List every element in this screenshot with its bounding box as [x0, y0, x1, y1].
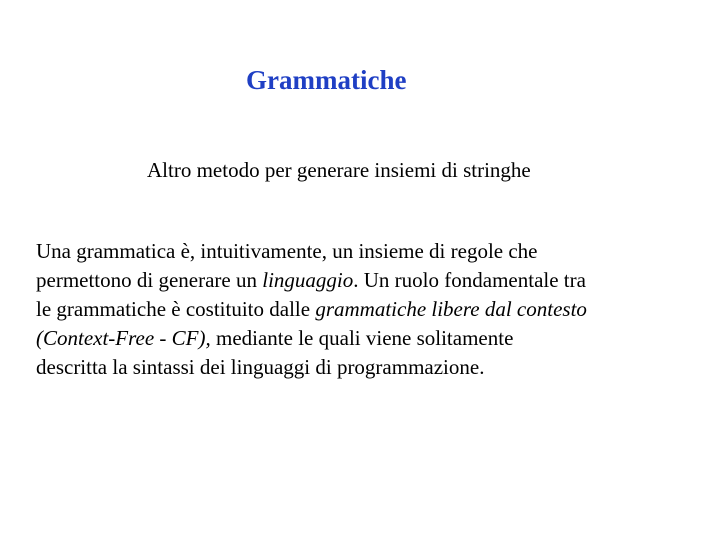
body-line-4 [36, 324, 686, 353]
body-line-5: descritta la sintassi dei linguaggi di programmazione. [36, 355, 485, 379]
body-line-1: Una grammatica è, intuitivamente, un insieme di regole che [36, 239, 538, 263]
term-context-free: (Context-Free - CF), [36, 326, 211, 350]
body-line-3-text-a: le grammatiche è costituito dalle [36, 297, 316, 321]
body-paragraph [36, 237, 686, 382]
term-linguaggio: linguaggio [262, 268, 354, 292]
body-line-2-text-a: permettono di generare un [36, 268, 263, 292]
body-line-2 [36, 266, 686, 295]
slide-subtitle: Altro metodo per generare insiemi di stringhe [147, 158, 531, 182]
body-line-2-text-c: . Un ruolo fondamentale tra [353, 268, 586, 292]
body-line-4-text-b: mediante le quali viene solitamente [210, 326, 514, 350]
term-grammatiche-libere: grammatiche libere dal contesto [315, 297, 587, 321]
slide-title: Grammatiche [246, 65, 407, 95]
body-line-3 [36, 295, 686, 324]
